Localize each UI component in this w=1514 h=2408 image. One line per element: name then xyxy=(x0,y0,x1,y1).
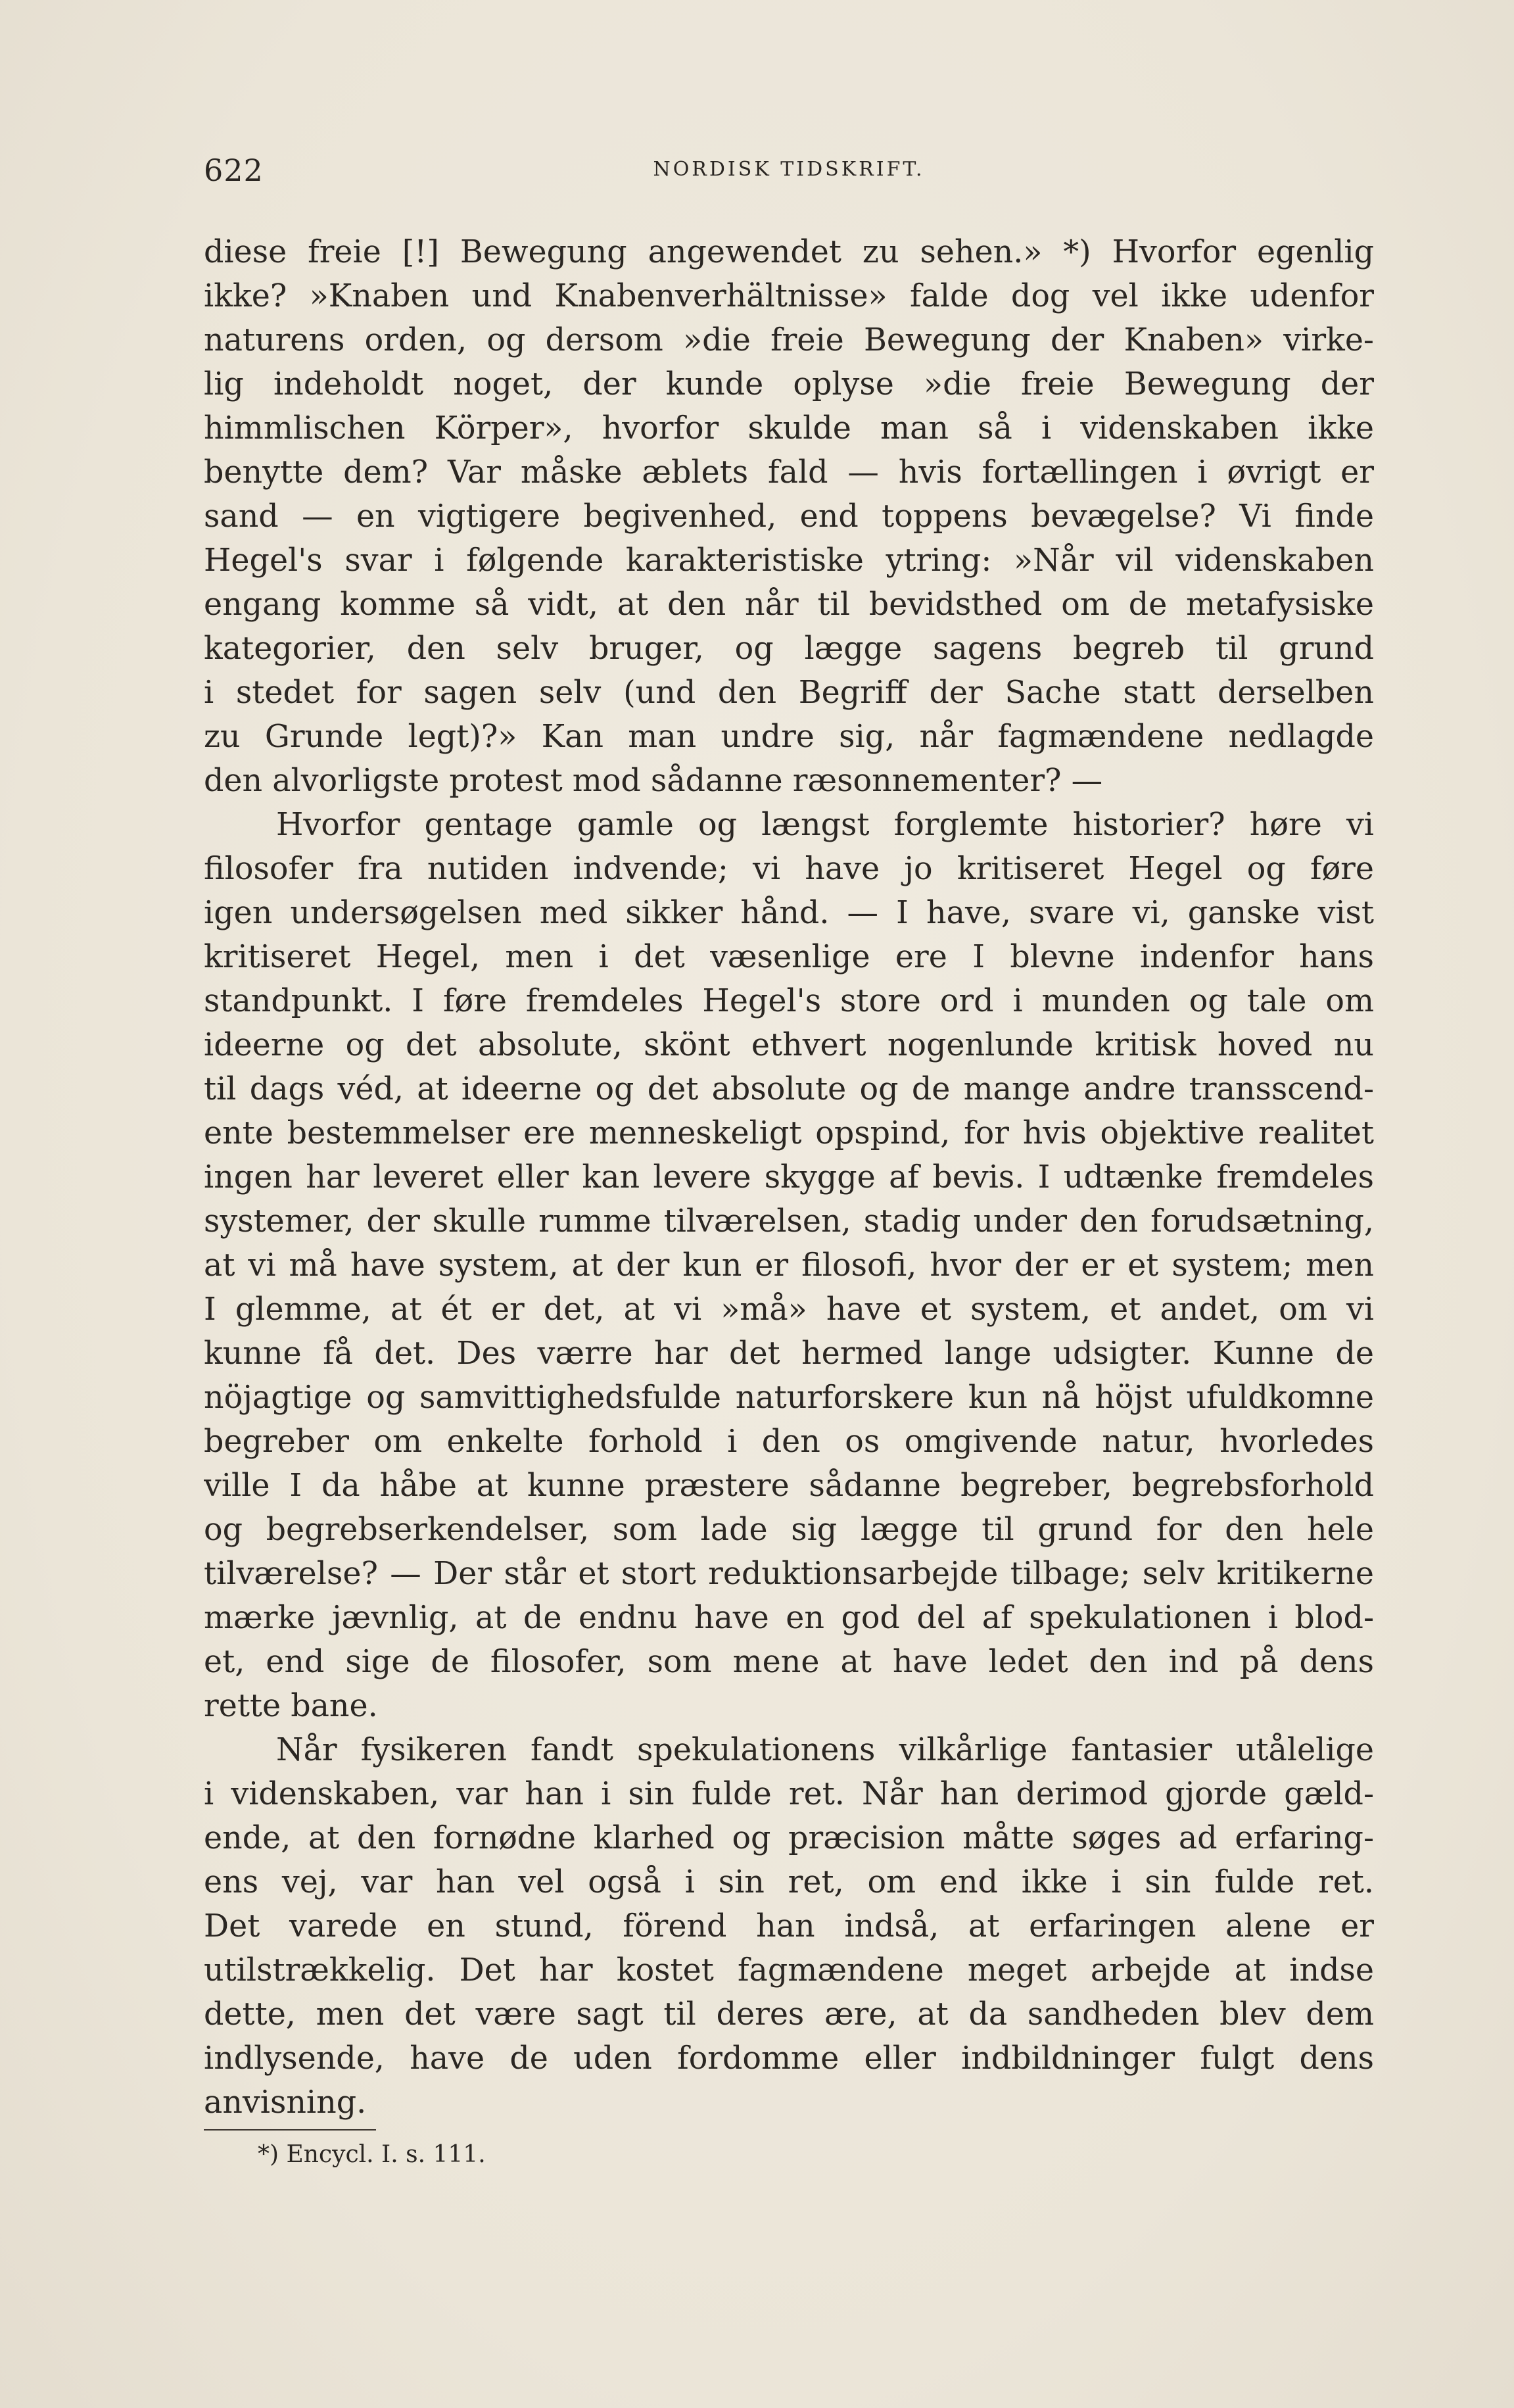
text-line: Når fysikeren fandt spekulationens vilkårlige fantasier utålelige xyxy=(276,1732,1374,1768)
text-line: ville I da håbe at kunne præstere sådanne begreber, begrebsforhold xyxy=(204,1468,1374,1504)
text-line: Hvorfor gentage gamle og længst forglemte historier? høre vi xyxy=(276,807,1374,843)
text-line: systemer, der skulle rumme tilværelsen, stadig under den forudsætning, xyxy=(204,1203,1374,1240)
text-line: mærke jævnlig, at de endnu have en god del af spekulationen i blod- xyxy=(204,1600,1374,1636)
text-line: kategorier, den selv bruger, og lægge sagens begreb til grund xyxy=(204,631,1374,667)
text-line: ideerne og det absolute, skönt ethvert nogenlunde kritisk hoved nu xyxy=(204,1027,1374,1063)
text-line: rette bane. xyxy=(204,1688,378,1724)
footnote-divider xyxy=(204,2129,376,2131)
text-line: ikke? »Knaben und Knabenverhältnisse» falde dog vel ikke udenfor xyxy=(204,278,1374,314)
text-line: den alvorligste protest mod sådanne ræsonnementer? — xyxy=(204,763,1103,799)
text-line: dette, men det være sagt til deres ære, at da sandheden blev dem xyxy=(204,1996,1374,2033)
text-line: anvisning. xyxy=(204,2084,367,2121)
page-number: 622 xyxy=(204,153,264,188)
text-line: ente bestemmelser ere menneskeligt opspind, for hvis objektive realitet xyxy=(204,1115,1374,1151)
text-line: at vi må have system, at der kun er filosofi, hvor der er et system; men xyxy=(204,1247,1374,1284)
text-line: til dags véd, at ideerne og det absolute og de mange andre transscend- xyxy=(204,1071,1374,1107)
text-line: zu Grunde legt)?» Kan man undre sig, når fagmændene nedlagde xyxy=(204,719,1374,755)
text-line: utilstrækkelig. Det har kostet fagmændene meget arbejde at indse xyxy=(204,1952,1374,1988)
page-header xyxy=(204,153,1374,192)
text-line: igen undersøgelsen med sikker hånd. — I have, svare vi, ganske vist xyxy=(204,895,1374,931)
text-line: i videnskaben, var han i sin fulde ret. Når han derimod gjorde gæld- xyxy=(204,1776,1374,1812)
text-line: kunne få det. Des værre har det hermed lange udsigter. Kunne de xyxy=(204,1336,1374,1372)
text-line: et, end sige de filosofer, som mene at have ledet den ind på dens xyxy=(204,1644,1374,1680)
body-text xyxy=(204,230,1374,2125)
text-line: himmlischen Körper», hvorfor skulde man så i videnskaben ikke xyxy=(204,410,1374,446)
text-line: sand — en vigtigere begivenhed, end toppens bevægelse? Vi finde xyxy=(204,498,1374,535)
text-line: ende, at den fornødne klarhed og præcision måtte søges ad erfaring- xyxy=(204,1820,1374,1856)
text-line: tilværelse? — Der står et stort reduktionsarbejde tilbage; selv kritikerne xyxy=(204,1556,1374,1592)
text-line: filosofer fra nutiden indvende; vi have jo kritiseret Hegel og føre xyxy=(204,851,1374,887)
text-line: begreber om enkelte forhold i den os omgivende natur, hvorledes xyxy=(204,1424,1374,1460)
text-line: lig indeholdt noget, der kunde oplyse »die freie Bewegung der xyxy=(204,366,1374,402)
text-line: og begrebserkendelser, som lade sig lægge til grund for den hele xyxy=(204,1512,1374,1548)
text-line: kritiseret Hegel, men i det væsenlige ere I blevne indenfor hans xyxy=(204,939,1374,975)
text-line: engang komme så vidt, at den når til bevidsthed om de metafysiske xyxy=(204,587,1374,623)
text-line: indlysende, have de uden fordomme eller indbildninger fulgt dens xyxy=(204,2040,1374,2077)
text-line: benytte dem? Var måske æblets fald — hvis fortællingen i øvrigt er xyxy=(204,454,1374,491)
text-line: ens vej, var han vel også i sin ret, om end ikke i sin fulde ret. xyxy=(204,1864,1374,1900)
text-line: diese freie [!] Bewegung angewendet zu sehen.» *) Hvorfor egenlig xyxy=(204,234,1374,270)
footnote: *) Encycl. I. s. 111. xyxy=(258,2141,486,2168)
running-title: NORDISK TIDSKRIFT. xyxy=(653,158,925,181)
text-line: Hegel's svar i følgende karakteristiske ytring: »Når vil videnskaben xyxy=(204,542,1374,579)
text-line: ingen har leveret eller kan levere skygge af bevis. I udtænke fremdeles xyxy=(204,1159,1374,1195)
text-line: nöjagtige og samvittighedsfulde naturforskere kun nå höjst ufuldkomne xyxy=(204,1380,1374,1416)
text-line: I glemme, at ét er det, at vi »må» have et system, et andet, om vi xyxy=(204,1291,1374,1328)
text-line: Det varede en stund, förend han indså, at erfaringen alene er xyxy=(204,1908,1374,1944)
text-line: standpunkt. I føre fremdeles Hegel's store ord i munden og tale om xyxy=(204,983,1374,1019)
text-line: naturens orden, og dersom »die freie Bewegung der Knaben» virke- xyxy=(204,322,1374,358)
text-line: i stedet for sagen selv (und den Begriff der Sache statt derselben xyxy=(204,675,1374,711)
